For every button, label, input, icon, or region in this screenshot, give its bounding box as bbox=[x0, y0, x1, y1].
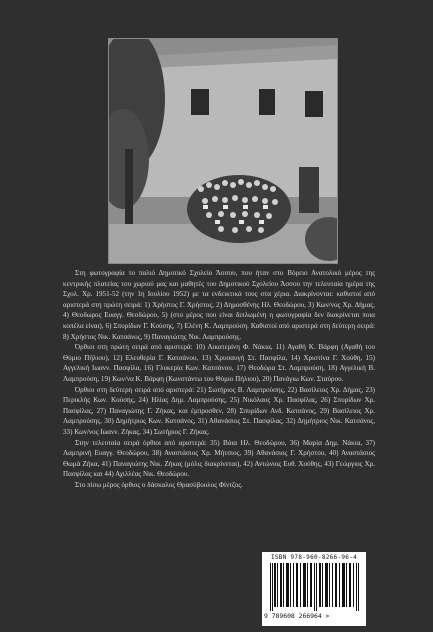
caption-paragraph-1: Στη φωτογραφία το παλιό Δημοτικό Σχολείο Άσσου, που ήταν στο Βόρειο Ανατολικό μέρος της κεντρικής πλατείας του χωριού μας και μαθητές του Δημοτικού Σχολείου Άσσου την τελευταία ημέρα της Σχολ. Χρ. 1951-52 (την 1η Ιουλίου 1952) με τα ενδεικτικά τους στα χέρια. Διακρίνονται: καθιστοί από αριστερά στη πρώτη σειρά: 1) Χρήστος Γ. Χρήστος, 2) Δημοσθένης Ηλ. Θεοδώρου, 3) Κων/νος Χρ. Δήμας, 4) Θεοδωρος Ευαγγ. Θεοδώρου, 5) (στο μέρος που είναι διπλωμένη η φωτογραφία δεν διακρίνεται ποια κοπέλα είναι), 6) Σπυρίδων Γ. Κούσης, 7) Ελένη Κ. Λαμπρούση. Καθιστοί από αριστερά στη δεύτερη σειρά: 8) Χρήστος Νικ. Κατσάνος, 9) Παναγιώτης Νικ. Λαμπρούσης. bbox=[63, 269, 375, 341]
caption-paragraph-4: Στην τελευταία σειρά όρθιοι από αριστερά: 35) Βάια Ηλ. Θεοδώρου, 36) Μαρία Δημ. Νάκια, 37) Λαμπρινή Ευαγγ. Θεοδώρου, 38) Αναστάσιος Χρ. Μήτσιος, 39) Αθανάσιος Γ. Χρήστου, 40) Αναστάσιος Θωμά Ζήκα, 41) Παναγιώτης Νικ. Ζήκας (μόλις διακρίνεται), 42) Αντώνιος Ευθ. Χούθης, 43) Γεώργιος Χρ. Πασφίλας και 44) Αχιλλέας Νικ. Θεοδώρου. bbox=[63, 438, 375, 479]
caption-paragraph-5: Στο πίσω μέρος όρθιος ο δάσκαλος Θρασύβουλος Φίντζος. bbox=[75, 480, 243, 489]
isbn-barcode bbox=[262, 552, 366, 626]
barcode-digits: 9 789608 266964 > bbox=[264, 612, 330, 620]
barcode-icon bbox=[270, 563, 360, 611]
school-photo bbox=[108, 38, 338, 264]
isbn-text: ISBN 978-960-8266-96-4 bbox=[270, 554, 358, 561]
historic-school-photo-icon bbox=[109, 39, 337, 263]
photo-caption bbox=[63, 268, 375, 490]
caption-paragraph-2: Όρθιοι στη πρώτη σειρά από αριστερά: 10) Αικατερίνη Φ. Νάκια, 11) Αγαθή Κ. Βάρφη (Αγαθή του Θύμιο Πήλιου), 12) Ελευθερία Γ. Κατσάνου, 13) Χρυσαυγή Στ. Πασφίλα, 14) Χριστίνα Γ. Χούθη, 15) Αγγελική Ιωανν. Πασφίλα, 16) Γλυκερία Κων. Κατσάνου, 17) Θεοδώρα Στ. Λαμπρούση, 18) Αγγελική Β. Λαμπρούση, 19) Κων/να Κ. Βάρφη (Κωνστάντω του Θύμιο Πήλιου), 20) Πανάγιω Κων. Σταύρου. bbox=[63, 343, 375, 383]
caption-paragraph-3: Όρθιοι στη δεύτερη σειρά από αριστερά: 21) Σωτήριος Β. Λαμπρούσης, 22) Βασίλειος Χρ. Δήμας, 23) Περικλής Κων. Κούσης, 24) Ηλίας Δημ. Λαμπρούσης, 25) Νικόλαος Χρ. Πασφίλας, 26) Σπυρίδων Χρ. Πασφίλας, 27) Παναγιώτης Γ. Ζήκας, και έμπροσθεν, 28) Σπυρίδων Ανδ. Κατσάνος, 29) Βασίλειος Χρ. Λαμπρούσης, 30) Δημήτριος Κων. Κατσάνος, 31) Αθανάσιος Στ. Πασφίλας, 32) Δημήτριος Νικ. Κατσάνος, 33) Κων/νος Ιωανν. Ζήκας, 34) Σωτήριος Γ. Ζήκας. bbox=[63, 385, 375, 436]
